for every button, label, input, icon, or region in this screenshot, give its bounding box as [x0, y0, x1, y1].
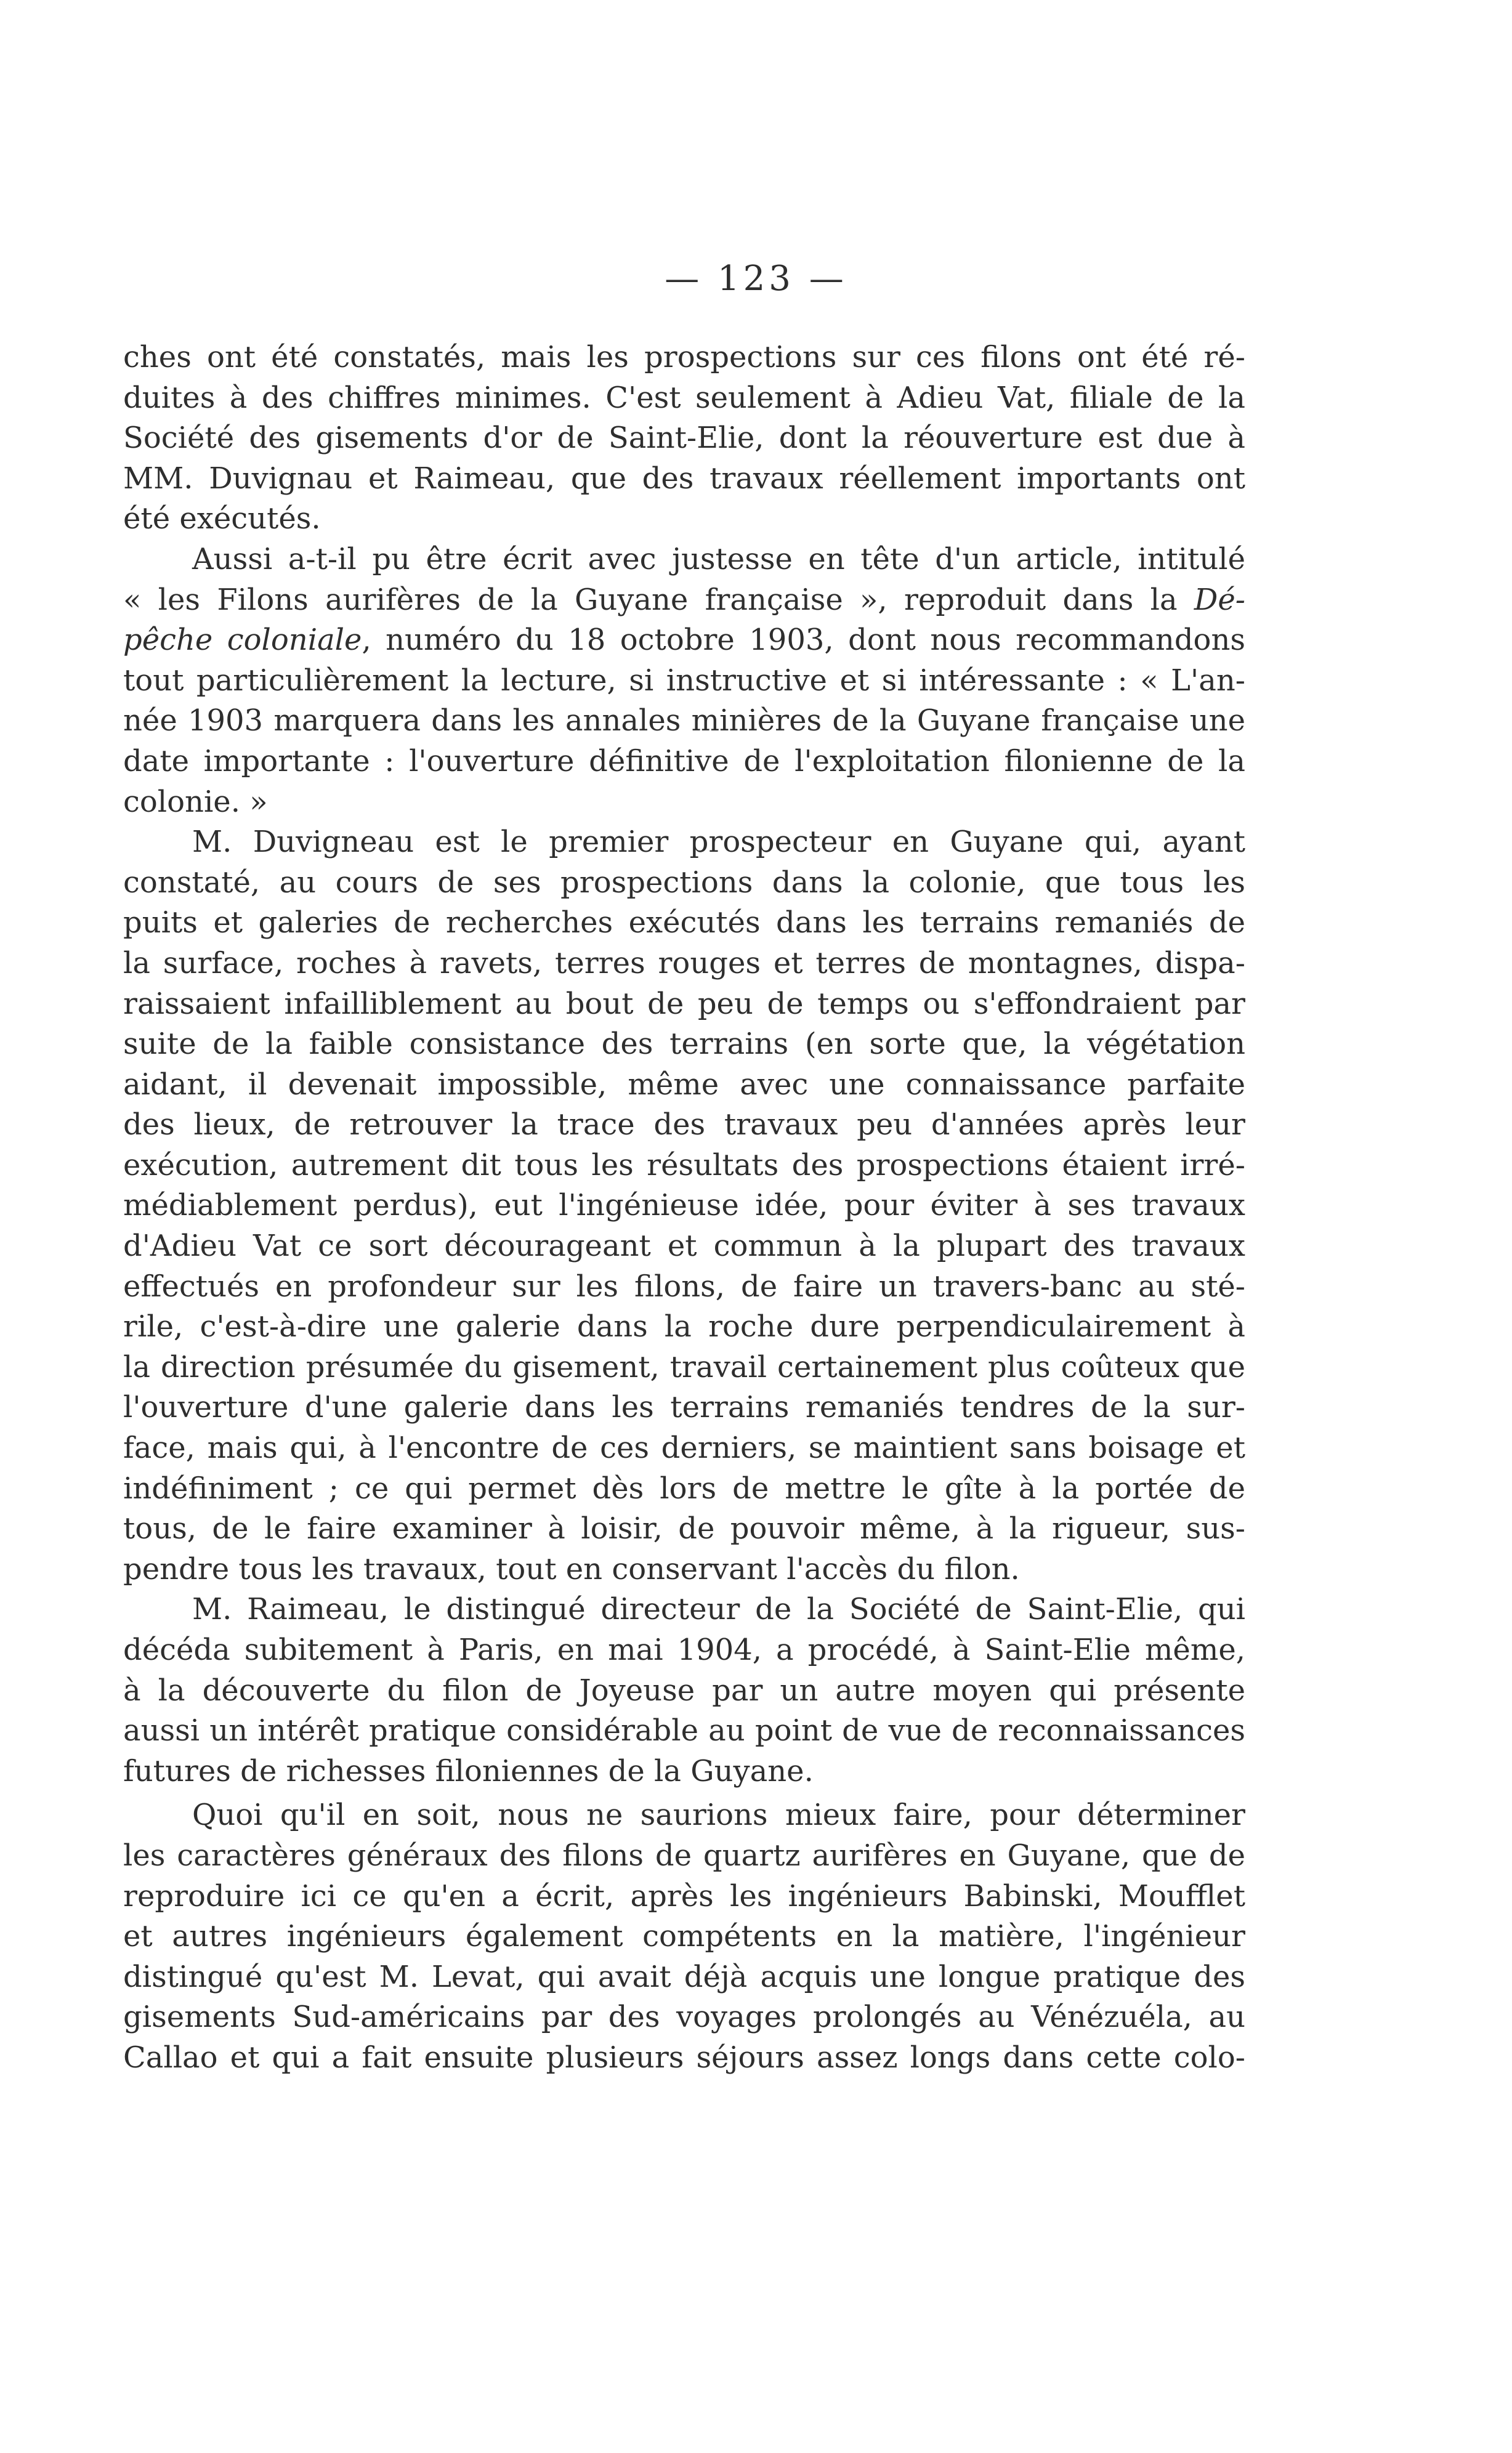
text-line: distingué qu'est M. Levat, qui avait déjà acquis une longue pratique des — [123, 1959, 1245, 1994]
text-segment: , numéro du 18 octobre 1903, dont nous recommandons — [362, 623, 1245, 658]
text-line: indéfiniment ; ce qui permet dès lors de mettre le gîte à la portée de — [123, 1471, 1245, 1506]
text-line: Callao et qui a fait ensuite plusieurs séjours assez longs dans cette colo- — [123, 2040, 1245, 2075]
text-line: Aussi a-t-il pu être écrit avec justesse en tête d'un article, intitulé — [192, 541, 1245, 576]
text-line: raissaient infailliblement au bout de peu de temps ou s'effondraient par — [123, 986, 1245, 1021]
text-line: futures de richesses filoniennes de la Guyane. — [123, 1753, 814, 1788]
text-line: constaté, au cours de ses prospections dans la colonie, que tous les — [123, 865, 1245, 900]
text-line: gisements Sud-américains par des voyages prolongés au Vénézuéla, au — [123, 2000, 1245, 2035]
text-line: aussi un intérêt pratique considérable au point de vue de reconnaissances — [123, 1713, 1245, 1748]
text-line: la surface, roches à ravets, terres rouges et terres de montagnes, dispa- — [123, 945, 1245, 980]
text-line: reproduire ici ce qu'en a écrit, après les ingénieurs Babinski, Moufflet — [123, 1878, 1245, 1914]
page-number: — 123 — — [665, 259, 847, 299]
text-segment: « les Filons aurifères de la Guyane française », reproduit dans la — [123, 582, 1194, 617]
text-line: MM. Duvignau et Raimeau, que des travaux réellement importants ont — [123, 461, 1245, 496]
text-line: la direction présumée du gisement, travail certainement plus coûteux que — [123, 1349, 1245, 1384]
text-line: à la découverte du filon de Joyeuse par un autre moyen qui présente — [123, 1673, 1245, 1708]
text-line: d'Adieu Vat ce sort décourageant et commun à la plupart des travaux — [123, 1229, 1245, 1264]
text-line: les caractères généraux des filons de quartz aurifères en Guyane, que de — [123, 1838, 1245, 1873]
text-line: Société des gisements d'or de Saint-Elie, dont la réouverture est due à — [123, 421, 1245, 456]
text-line: effectués en profondeur sur les filons, de faire un travers-banc au sté- — [123, 1269, 1245, 1304]
text-line: et autres ingénieurs également compétents en la matière, l'ingénieur — [123, 1919, 1245, 1954]
text-line: face, mais qui, à l'encontre de ces derniers, se maintient sans boisage et — [123, 1431, 1245, 1466]
text-line: décéda subitement à Paris, en mai 1904, a procédé, à Saint-Elie même, — [123, 1633, 1245, 1667]
text-line: née 1903 marquera dans les annales minières de la Guyane française une — [123, 703, 1245, 738]
text-line — [123, 620, 1245, 661]
text-line — [123, 580, 1245, 621]
text-line: tout particulièrement la lecture, si instructive et si intéressante : « L'an- — [123, 663, 1245, 698]
text-line: l'ouverture d'une galerie dans les terrains remaniés tendres de la sur- — [123, 1390, 1245, 1425]
text-line: médiablement perdus), eut l'ingénieuse idée, pour éviter à ses travaux — [123, 1188, 1245, 1223]
text-line: colonie. » — [123, 784, 268, 819]
text-line: des lieux, de retrouver la trace des travaux peu d'années après leur — [123, 1107, 1245, 1142]
text-line: exécution, autrement dit tous les résultats des prospections étaient irré- — [123, 1147, 1245, 1182]
text-line: date importante : l'ouverture définitive de l'exploitation filonienne de la — [123, 743, 1245, 778]
text-line: puits et galeries de recherches exécutés dans les terrains remaniés de — [123, 905, 1245, 940]
text-line: ches ont été constatés, mais les prospections sur ces filons ont été ré- — [123, 340, 1245, 374]
text-line: duites à des chiffres minimes. C'est seulement à Adieu Vat, filiale de la — [123, 380, 1245, 415]
text-line: M. Duvigneau est le premier prospecteur en Guyane qui, ayant — [192, 825, 1245, 860]
text-line: pendre tous les travaux, tout en conservant l'accès du filon. — [123, 1551, 1020, 1586]
text-line: suite de la faible consistance des terrains (en sorte que, la végétation — [123, 1027, 1245, 1062]
text-line: rile, c'est-à-dire une galerie dans la roche dure perpendiculairement à — [123, 1309, 1245, 1344]
text-line: Quoi qu'il en soit, nous ne saurions mieux faire, pour déterminer — [192, 1798, 1245, 1833]
text-line: M. Raimeau, le distingué directeur de la Société de Saint-Elie, qui — [192, 1592, 1245, 1627]
publication-title: Dé- — [1194, 582, 1245, 617]
text-line: aidant, il devenait impossible, même avec une connaissance parfaite — [123, 1067, 1245, 1102]
text-line: été exécutés. — [123, 501, 321, 536]
text-line: tous, de le faire examiner à loisir, de pouvoir même, à la rigueur, sus- — [123, 1511, 1245, 1546]
body-text — [123, 337, 1245, 2079]
publication-title: pêche coloniale — [123, 623, 362, 658]
